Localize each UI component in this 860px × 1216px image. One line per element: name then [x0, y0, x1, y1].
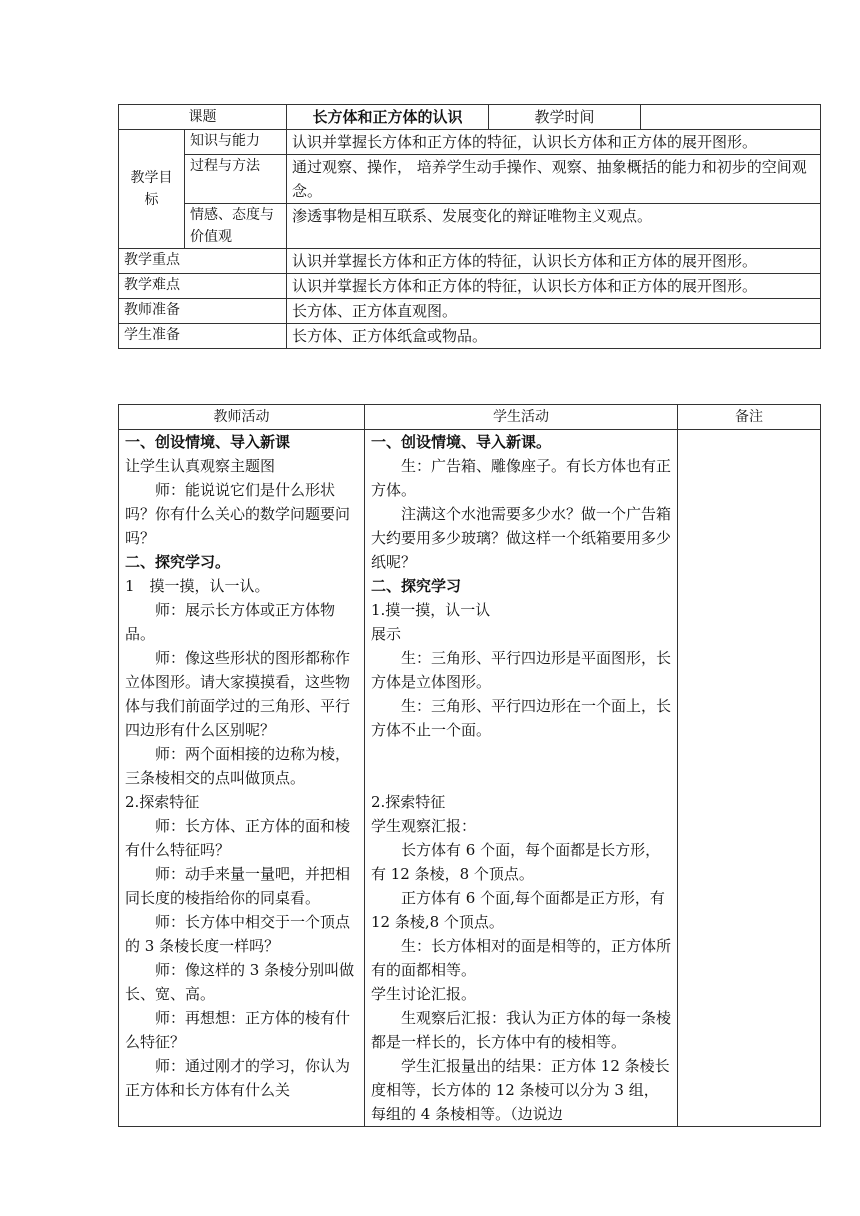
teacher-line: 师：能说说它们是什么形状吗？你有什么关心的数学问题要问吗？ — [125, 481, 351, 547]
activity-table — [118, 404, 821, 1127]
student-activity-cell — [365, 430, 678, 1127]
difficulty-text: 认识并掌握长方体和正方体的特征，认识长方体和正方体的展开图形。 — [287, 274, 821, 299]
teaching-time-label: 教学时间 — [489, 105, 641, 130]
teaching-time-value — [641, 105, 821, 130]
goal-name-knowledge: 知识与能力 — [185, 130, 287, 155]
teacher-prep-label: 教师准备 — [119, 299, 287, 324]
student-activity-header: 学生活动 — [365, 405, 678, 430]
student-line: 生：三角形、平行四边形在一个面上，长方体不止一个面。 — [371, 697, 672, 739]
student-section-heading: 一、创设情境、导入新课。 — [371, 433, 552, 451]
key-point-row — [119, 249, 821, 274]
student-prep-row — [119, 324, 821, 349]
teacher-line: 师：长方体、正方体的面和棱有什么特征吗？ — [125, 817, 351, 859]
goal-text-process: 通过观察、操作， 培养学生动手操作、观察、抽象概括的能力和初步的空间观念。 — [287, 155, 821, 204]
notes-cell — [678, 430, 821, 1127]
teaching-goals-label: 教学目标 — [119, 130, 185, 249]
teacher-section-heading: 一、创设情境、导入新课 — [125, 433, 291, 451]
student-line: 正方体有 6 个面,每个面都是正方形，有 12 条棱,8 个顶点。 — [371, 889, 665, 931]
student-line: 学生观察汇报： — [371, 817, 477, 835]
teacher-prep-text: 长方体、正方体直观图。 — [287, 299, 821, 324]
teacher-line: 师：展示长方体或正方体物品。 — [125, 601, 336, 643]
student-line: 长方体有 6 个面，每个面都是长方形，有 12 条棱，8 个顶点。 — [371, 841, 661, 883]
teacher-line: 1 摸一摸，认一认。 — [125, 577, 270, 595]
goal-name-emotion: 情感、态度与价值观 — [185, 204, 287, 249]
difficulty-row — [119, 274, 821, 299]
teacher-line: 2.探索特征 — [125, 793, 200, 811]
student-line: 学生汇报量出的结果：正方体 12 条棱长度相等，长方体的 12 条棱可以分为 3 组，每组的 4 条棱相等。（边说边 — [371, 1057, 670, 1123]
activity-header-row — [119, 405, 821, 430]
student-line: 生：长方体相对的面是相等的，正方体所有的面都相等。 — [371, 937, 672, 979]
lesson-info-table — [118, 104, 821, 349]
goal-text-knowledge: 认识并掌握长方体和正方体的特征，认识长方体和正方体的展开图形。 — [287, 130, 821, 155]
goal-row-knowledge — [119, 130, 821, 155]
notes-header: 备注 — [678, 405, 821, 430]
goal-row-emotion — [119, 204, 821, 249]
key-point-text: 认识并掌握长方体和正方体的特征，认识长方体和正方体的展开图形。 — [287, 249, 821, 274]
topic-value: 长方体和正方体的认识 — [287, 105, 489, 130]
teacher-line: 师：通过刚才的学习，你认为正方体和长方体有什么关 — [125, 1057, 351, 1099]
difficulty-label: 教学难点 — [119, 274, 287, 299]
teacher-line: 师：两个面相接的边称为棱，三条棱相交的点叫做顶点。 — [125, 745, 351, 787]
teacher-line: 师：动手来量一量吧，并把相同长度的棱指给你的同桌看。 — [125, 865, 351, 907]
student-line: 注满这个水池需要多少水？做一个广告箱大约要用多少玻璃？做这样一个纸箱要用多少纸呢？ — [371, 505, 672, 571]
goal-name-process: 过程与方法 — [185, 155, 287, 204]
goal-row-process — [119, 155, 821, 204]
student-line: 展示 — [371, 625, 402, 643]
student-line: 2.探索特征 — [371, 793, 446, 811]
teacher-activity-header: 教师活动 — [119, 405, 365, 430]
topic-label: 课题 — [119, 105, 287, 130]
student-section-heading: 二、探究学习 — [371, 577, 462, 595]
teacher-line: 师：长方体中相交于一个顶点的 3 条棱长度一样吗？ — [125, 913, 351, 955]
topic-row — [119, 105, 821, 130]
student-line: 生：广告箱、雕像座子。有长方体也有正方体。 — [371, 457, 672, 499]
student-prep-text: 长方体、正方体纸盒或物品。 — [287, 324, 821, 349]
teacher-section-heading: 二、探究学习。 — [125, 553, 231, 571]
teacher-prep-row — [119, 299, 821, 324]
student-prep-label: 学生准备 — [119, 324, 287, 349]
activity-content-row — [119, 430, 821, 1127]
student-line: 生观察后汇报：我认为正方体的每一条棱都是一样长的，长方体中有的棱相等。 — [371, 1009, 672, 1051]
teacher-line: 师：再想想：正方体的棱有什么特征？ — [125, 1009, 351, 1051]
goal-text-emotion: 渗透事物是相互联系、发展变化的辩证唯物主义观点。 — [287, 204, 821, 249]
teacher-line: 师：像这样的 3 条棱分别叫做长、宽、高。 — [125, 961, 355, 1003]
student-line: 学生讨论汇报。 — [371, 985, 477, 1003]
key-point-label: 教学重点 — [119, 249, 287, 274]
teacher-line: 让学生认真观察主题图 — [125, 457, 276, 475]
student-line: 1.摸一摸，认一认 — [371, 601, 491, 619]
student-line: 生：三角形、平行四边形是平面图形，长方体是立体图形。 — [371, 649, 672, 691]
teacher-activity-cell — [119, 430, 365, 1127]
teacher-line: 师：像这些形状的图形都称作立体图形。请大家摸摸看，这些物体与我们前面学过的三角形、平行四边形有什么区别呢？ — [125, 649, 351, 739]
spacer — [371, 742, 671, 790]
